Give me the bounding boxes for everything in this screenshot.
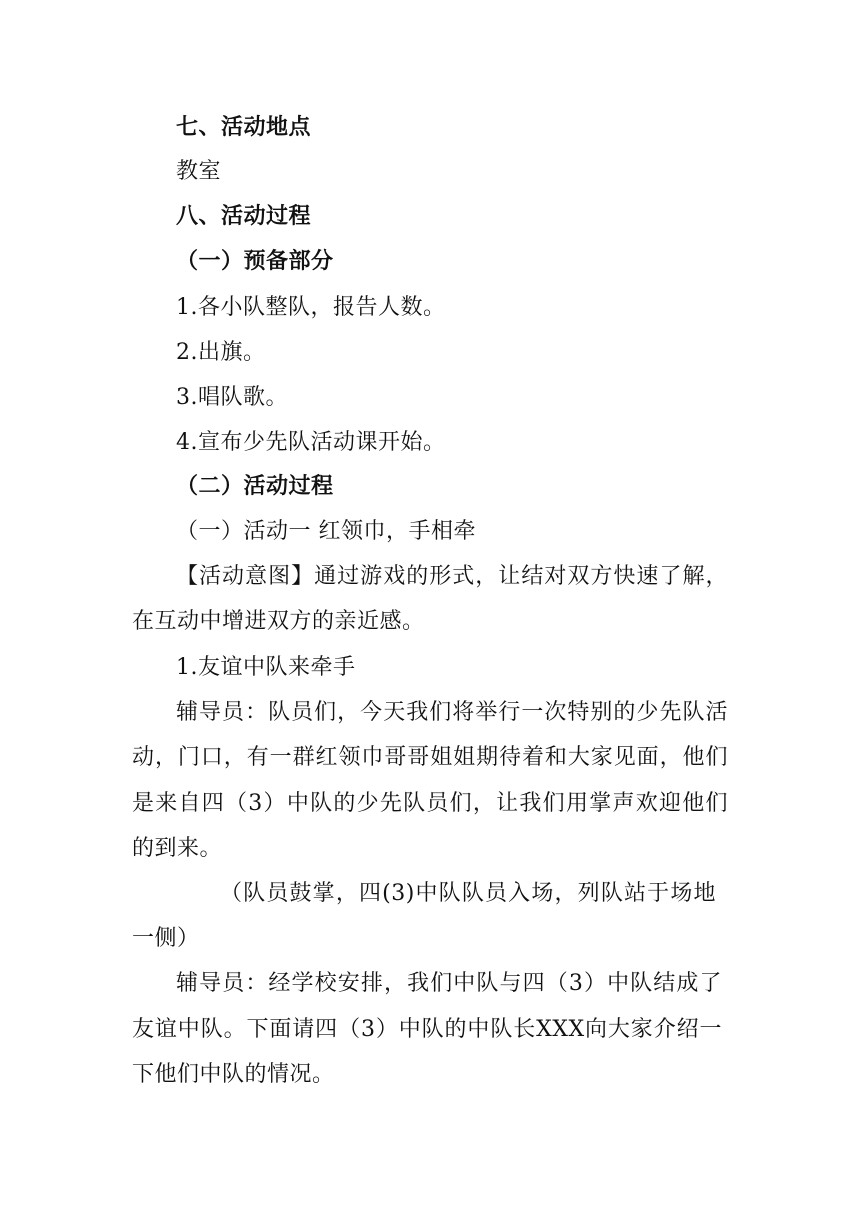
- list-item: 2.出旗。: [176, 340, 266, 365]
- heading-activity-process: 八、活动过程: [176, 204, 312, 229]
- paragraph-line: 辅导员：队员们，今天我们将举行一次特别的少先队活: [176, 700, 728, 725]
- paragraph-line: 辅导员：经学校安排，我们中队与四（3）中队结成了: [176, 971, 722, 996]
- subheading-activity-process: （二）活动过程: [176, 474, 334, 499]
- paragraph-line: 动，门口，有一群红领巾哥哥姐姐期待着和大家见面，他们: [132, 745, 728, 770]
- paragraph-line: 下他们中队的情况。: [132, 1062, 335, 1087]
- list-item: 4.宣布少先队活动课开始。: [176, 430, 446, 455]
- intent-line-2: 在互动中增进双方的亲近感。: [132, 609, 425, 634]
- heading-activity-location: 七、活动地点: [176, 115, 312, 140]
- stage-direction-line-2: 一侧）: [132, 926, 200, 951]
- stage-direction-line-1: （队员鼓掌，四(3)中队队员入场，列队站于场地: [220, 881, 716, 906]
- paragraph-line: 的到来。: [132, 836, 223, 861]
- list-item: 3.唱队歌。: [176, 385, 288, 410]
- paragraph-line: 友谊中队。下面请四（3）中队的中队长XXX向大家介绍一: [132, 1017, 722, 1042]
- intent-line-1: 【活动意图】通过游戏的形式，让结对双方快速了解，: [176, 564, 728, 589]
- subheading-preparation: （一）预备部分: [176, 249, 334, 274]
- activity-one-title: （一）活动一 红领巾，手相牵: [176, 519, 476, 544]
- location-text: 教室: [176, 159, 222, 184]
- step-one-title: 1.友谊中队来牵手: [176, 655, 356, 680]
- list-item: 1.各小队整队，报告人数。: [176, 295, 446, 320]
- paragraph-line: 是来自四（3）中队的少先队员们，让我们用掌声欢迎他们: [132, 791, 728, 816]
